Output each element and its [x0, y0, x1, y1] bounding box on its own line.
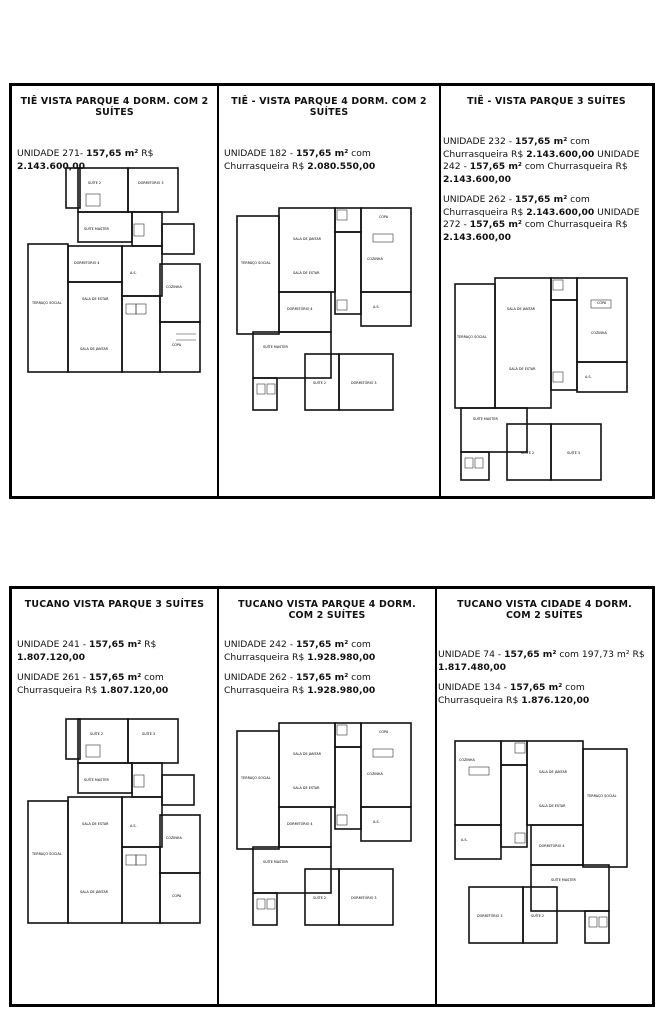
- card-title: TUCANO VISTA PARQUE 3 SUÍTES: [24, 599, 205, 610]
- card-title: TIÊ VISTA PARQUE 4 DORM. COM 2 SUÍTES: [20, 96, 209, 118]
- unit-info: [224, 639, 433, 697]
- room-label: SUÍTE 2: [521, 451, 535, 455]
- room-label: DORMITÓRIO 3: [477, 914, 503, 918]
- room-label: TERRAÇO SOCIAL: [587, 794, 617, 798]
- room-label: SALA DE JANTAR: [293, 752, 322, 756]
- card-title: TIÊ - VISTA PARQUE 3 SUÍTES: [467, 96, 626, 107]
- unit-info: [17, 639, 215, 697]
- room-label: A.S.: [373, 820, 380, 824]
- room-label: DORMITÓRIO 4: [287, 822, 313, 826]
- room-label: TERRAÇO SOCIAL: [457, 335, 487, 339]
- unit-info: [443, 136, 650, 244]
- room-label: SUÍTE MASTER: [84, 778, 109, 782]
- room-label: SUÍTE MASTER: [263, 345, 288, 349]
- unit-line: UNIDADE 271- 157,65 m² R$ 2.143.600,00: [17, 148, 154, 172]
- floor-plan-drawing: [233, 719, 423, 931]
- room-label: COZINHA: [459, 758, 475, 762]
- room-label: DORMITÓRIO 4: [287, 307, 313, 311]
- room-label: SALA DE JANTAR: [507, 307, 536, 311]
- unit-card: [219, 589, 437, 1004]
- room-label: SUÍTE MASTER: [84, 227, 109, 231]
- room-label: SALA DE ESTAR: [509, 367, 536, 371]
- room-label: A.S.: [373, 305, 380, 309]
- room-label: SALA DE JANTAR: [80, 347, 109, 351]
- room-label: A.S.: [585, 375, 592, 379]
- unit-line: UNIDADE 74 - 157,65 m² com 197,73 m² R$ 1.817.480,00: [438, 649, 645, 673]
- floor-plan-drawing: [451, 737, 641, 949]
- room-label: SUÍTE MASTER: [473, 417, 498, 421]
- room-label: SUÍTE 2: [313, 896, 327, 900]
- unit-line: UNIDADE 262 - 157,65 m² com Churrasqueira R$ 1.928.980,00: [224, 672, 376, 696]
- unit-card: [219, 86, 441, 496]
- room-label: SUÍTE 2: [531, 914, 545, 918]
- room-label: DORMITÓRIO 3: [138, 181, 164, 185]
- unit-card: [441, 86, 652, 496]
- floor-plan: [26, 715, 206, 927]
- floor-plan-drawing: [451, 274, 641, 486]
- floor-plan-drawing: [26, 164, 206, 376]
- room-label: DORMITÓRIO 3: [351, 381, 377, 385]
- room-label: SALA DE ESTAR: [82, 297, 109, 301]
- room-label: TERRAÇO SOCIAL: [241, 776, 271, 780]
- room-label: SALA DE ESTAR: [82, 822, 109, 826]
- unit-info: [224, 148, 437, 173]
- room-label: A.S.: [130, 824, 137, 828]
- room-label: DORMITÓRIO 4: [539, 844, 565, 848]
- room-label: SUÍTE MASTER: [263, 860, 288, 864]
- unit-card: [437, 589, 652, 1004]
- unit-info: [438, 649, 650, 707]
- room-label: COZINHA: [591, 331, 607, 335]
- bottom-row: [9, 586, 655, 1007]
- card-title: TUCANO VISTA CIDADE 4 DORM. COM 2 SUÍTES: [457, 599, 632, 621]
- room-label: COPA: [379, 730, 389, 734]
- room-label: SUÍTE 2: [90, 732, 104, 736]
- floor-plan: [233, 719, 423, 931]
- floor-plan-drawing: [233, 204, 425, 416]
- room-label: COZINHA: [166, 836, 182, 840]
- floor-plan: [451, 274, 641, 486]
- unit-line: UNIDADE 241 - 157,65 m² R$ 1.807.120,00: [17, 639, 157, 663]
- room-label: TERRAÇO SOCIAL: [32, 852, 62, 856]
- room-label: A.S.: [461, 838, 468, 842]
- room-label: SALA DE JANTAR: [80, 890, 109, 894]
- room-label: COZINHA: [367, 257, 383, 261]
- room-label: DORMITÓRIO 4: [74, 261, 100, 265]
- room-label: COPA: [379, 215, 389, 219]
- room-label: COPA: [172, 343, 182, 347]
- unit-line: UNIDADE 232 - 157,65 m² com Churrasqueira R$ 2.143.600,00 UNIDADE 242 - 157,65 m² com Churrasqueira R$ 2.143.600,00: [443, 136, 640, 185]
- room-label: SALA DE JANTAR: [539, 770, 568, 774]
- room-label: COPA: [597, 301, 607, 305]
- room-label: SUÍTE 2: [88, 181, 102, 185]
- room-label: SUÍTE 3: [142, 732, 156, 736]
- room-label: SALA DE ESTAR: [539, 804, 566, 808]
- floor-plan: [26, 164, 206, 376]
- floor-plan-drawing: [26, 715, 206, 927]
- unit-line: UNIDADE 262 - 157,65 m² com Churrasqueira R$ 2.143.600,00 UNIDADE 272 - 157,65 m² com Churrasqueira R$ 2.143.600,00: [443, 194, 640, 243]
- room-label: SALA DE JANTAR: [293, 237, 322, 241]
- card-title: TUCANO VISTA PARQUE 4 DORM. COM 2 SUÍTES: [238, 599, 416, 621]
- card-title: TIÊ - VISTA PARQUE 4 DORM. COM 2 SUÍTES: [231, 96, 427, 118]
- room-label: COZINHA: [166, 285, 182, 289]
- room-label: TERRAÇO SOCIAL: [241, 261, 271, 265]
- floor-plan: [451, 737, 641, 949]
- unit-line: UNIDADE 134 - 157,65 m² com Churrasqueira R$ 1.876.120,00: [438, 682, 590, 706]
- unit-line: UNIDADE 182 - 157,65 m² com Churrasqueira R$ 2.080.550,00: [224, 148, 376, 172]
- unit-line: UNIDADE 261 - 157,65 m² com Churrasqueira R$ 1.807.120,00: [17, 672, 169, 696]
- room-label: SALA DE ESTAR: [293, 786, 320, 790]
- unit-card: [12, 589, 219, 1004]
- room-label: A.S.: [130, 271, 137, 275]
- room-label: TERRAÇO SOCIAL: [32, 301, 62, 305]
- room-label: DORMITÓRIO 3: [351, 896, 377, 900]
- unit-line: UNIDADE 242 - 157,65 m² com Churrasqueira R$ 1.928.980,00: [224, 639, 376, 663]
- floor-plan: [233, 204, 425, 416]
- room-label: SUÍTE 2: [313, 381, 327, 385]
- room-label: SUÍTE 3: [567, 451, 581, 455]
- room-label: COZINHA: [367, 772, 383, 776]
- top-row: [9, 83, 655, 499]
- unit-card: [12, 86, 219, 496]
- room-label: COPA: [172, 894, 182, 898]
- room-label: SALA DE ESTAR: [293, 271, 320, 275]
- room-label: SUÍTE MASTER: [551, 878, 576, 882]
